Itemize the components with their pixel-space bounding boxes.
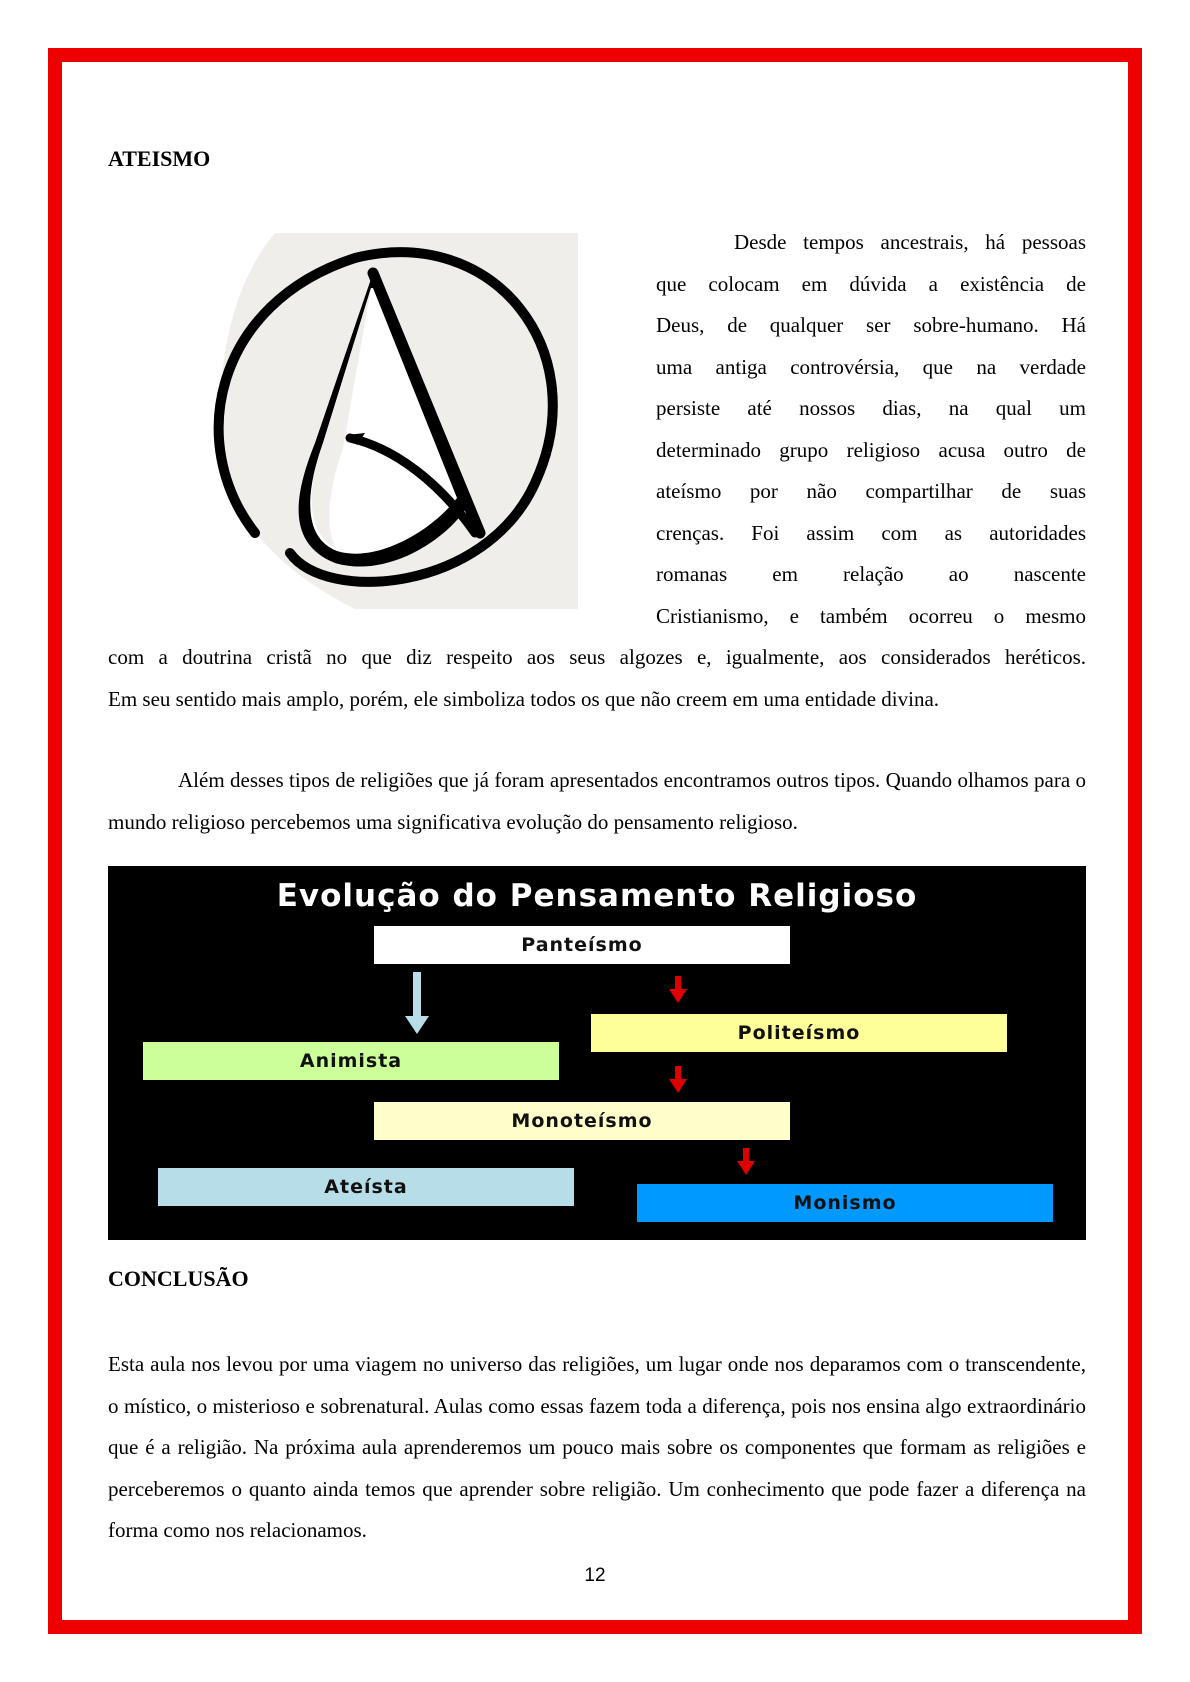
text-line: determinado grupo religioso acusa outro de [656,437,1086,462]
text-line: Cristianismo, e também ocorreu o mesmo [656,603,1086,628]
text-line: Em seu sentido mais amplo, porém, ele simboliza todos os que não creem em uma entidade divina. [108,686,940,711]
diagram-title: Evolução do Pensamento Religioso [276,878,918,914]
box-monoteismo: Monoteísmo [374,1102,790,1140]
text-line: que colocam em dúvida a existência de [656,271,1086,296]
intro-wrapped-paragraph [656,222,1086,637]
box-ateista: Ateísta [158,1168,574,1206]
conclusion-paragraph: Esta aula nos levou por uma viagem no universo das religiões, um lugar onde nos deparamos com o transcendente, o místico, o misterioso e sobrenatural. Aulas como essas fazem toda a diferença, pois nos ensina algo extraordinário que é a religião. Na próxima aula aprenderemos um pouco mais sobre os componentes que formam as religiões e perceberemos o quanto ainda temos que aprender sobre religião. Um conhecimento que pode fazer a diferença na forma como nos relacionamos. [108,1352,1086,1542]
down-arrow-icon [668,1066,688,1094]
text-line: com a doutrina cristã no que diz respeito aos seus algozes e, igualmente, aos considerados heréticos. [108,645,1086,669]
box-animista: Animista [143,1042,559,1080]
box-politeismo: Politeísmo [591,1014,1007,1052]
text-line: persiste até nossos dias, na qual um [656,396,1086,420]
page-number: 12 [584,1565,606,1586]
box-panteismo: Panteísmo [374,926,790,964]
down-arrow-icon [668,976,688,1004]
text-line: romanas em relação ao nascente [656,562,1086,586]
text-line: ateísmo por não compartilhar de suas [656,479,1086,503]
down-arrow-icon [736,1148,756,1176]
down-arrow-icon [402,972,432,1036]
text-line: Desde tempos ancestrais, há pessoas [734,230,1086,254]
evolution-intro-paragraph: Além desses tipos de religiões que já foram apresentados encontramos outros tipos. Quando olhamos para o mundo religioso percebemos uma significativa evolução do pensamento religioso. [108,768,1086,834]
box-monismo: Monismo [637,1184,1053,1222]
text-line: uma antiga controvérsia, que na verdade [656,354,1086,379]
text-line: crenças. Foi assim com as autoridades [656,520,1086,545]
text-line: Deus, de qualquer ser sobre-humano. Há [656,313,1086,337]
atheism-symbol-image [195,233,578,609]
evolution-diagram [108,866,1086,1240]
section-heading-conclusao: CONCLUSÃO [108,1266,249,1291]
intro-full-width-lines [108,637,1086,720]
section-heading-ateismo: ATEISMO [108,146,211,171]
